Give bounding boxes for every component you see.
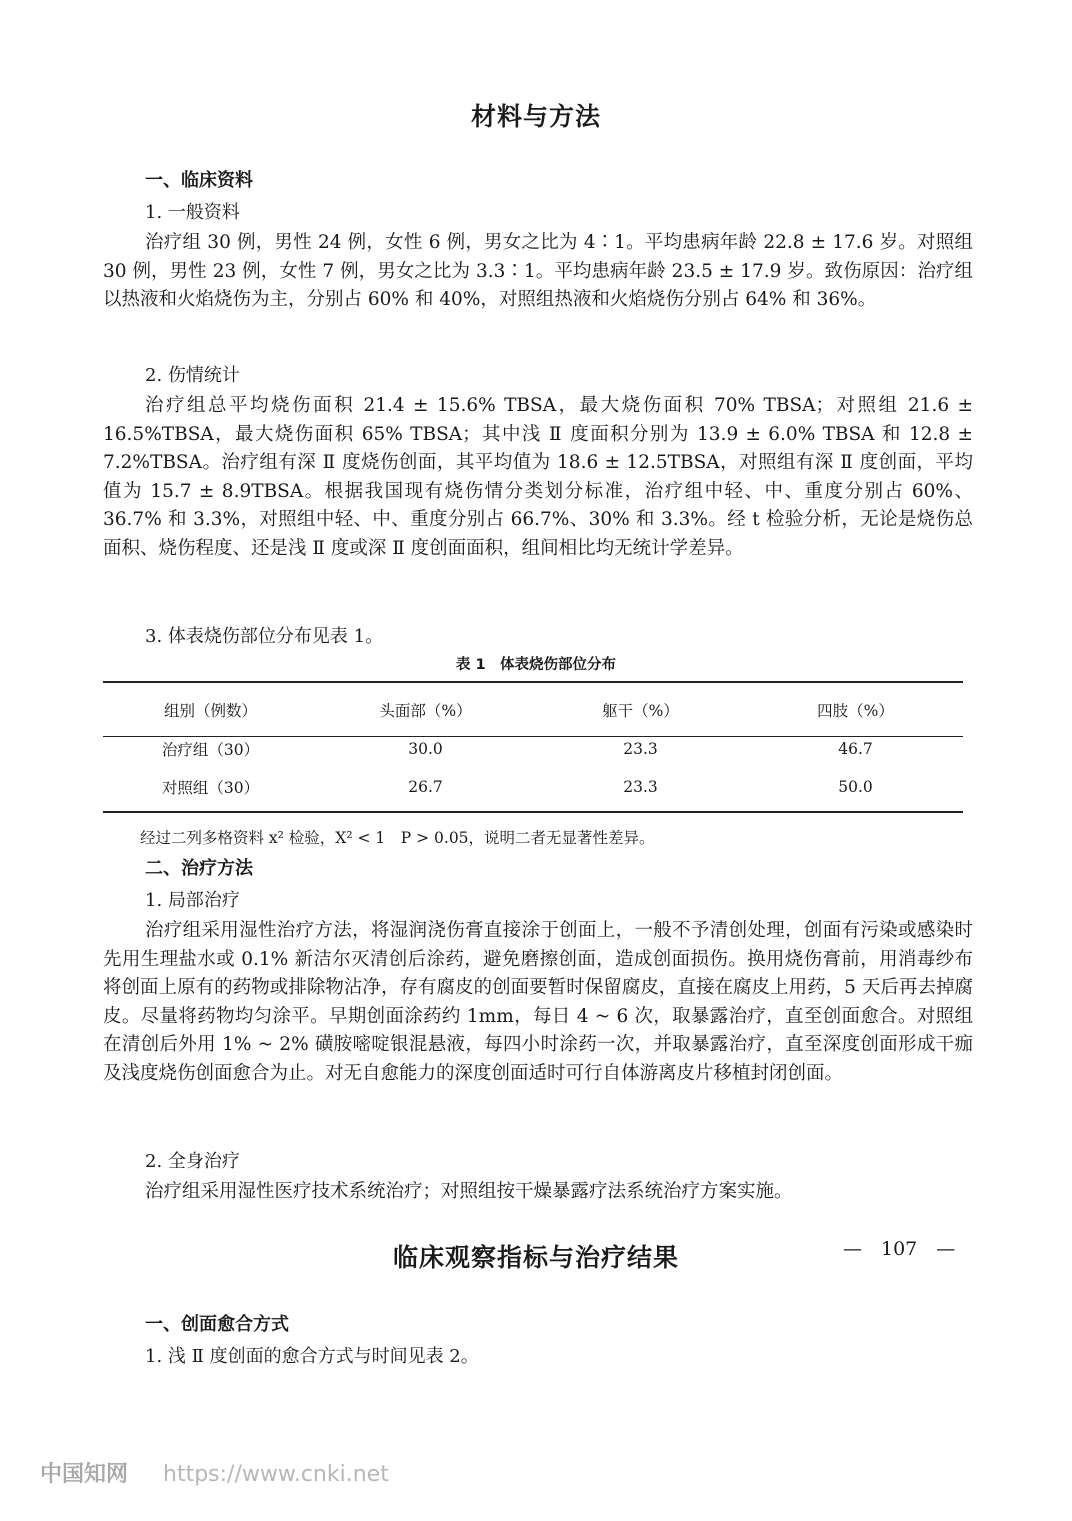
table-cell: 50.0 xyxy=(838,778,873,796)
heading-treatment-methods: 二、治疗方法 xyxy=(145,858,253,879)
heading-shallow-healing: 1. 浅 Ⅱ 度创面的愈合方式与时间见表 2。 xyxy=(145,1346,479,1367)
table1-header-cell: 头面部（%） xyxy=(379,702,472,720)
table-cell: 治疗组（30） xyxy=(161,741,260,759)
watermark xyxy=(40,1457,389,1488)
heading-wound-healing: 一、创面愈合方式 xyxy=(145,1314,289,1335)
heading-systemic-treatment: 2. 全身治疗 xyxy=(145,1151,240,1172)
table-row xyxy=(103,730,963,768)
table-row xyxy=(103,768,963,806)
table-cell: 30.0 xyxy=(408,740,443,758)
heading-local-treatment: 1. 局部治疗 xyxy=(145,890,240,911)
table1-header-cell: 躯干（%） xyxy=(602,702,679,720)
heading-clinical-data: 一、临床资料 xyxy=(145,170,253,191)
table1-header-cell: 组别（例数） xyxy=(163,702,257,720)
paragraph-injury-stats: 治疗组总平均烧伤面积 21.4 ± 15.6% TBSA，最大烧伤面积 70% TBSA；对照组 21.6 ± 16.5%TBSA，最大烧伤面积 65% TBSA；其中浅 Ⅱ 度面积分别为 13.9 ± 6.0% TBSA 和 12.8 ± 7.2%TBSA。治疗组有深 Ⅱ 度烧伤创面，其平均值为 18.6 ± 12.5TBSA，对照组有深 Ⅱ 度创面，平均值为 15.7 ± 8.9TBSA。根据我国现有烧伤情分类划分标准，治疗组中轻、中、重度分别占 60%、36.7% 和 3.3%，对照组中轻、中、重度分别占 66.7%、30% 和 3.3%。经 t 检验分析，无论是烧伤总面积、烧伤程度、还是浅 Ⅱ 度或深 Ⅱ 度创面面积，组间相比均无统计学差异。 xyxy=(103,395,973,559)
heading-injury-stats: 2. 伤情统计 xyxy=(145,365,240,386)
table-cell: 23.3 xyxy=(623,740,658,758)
heading-general-data: 1. 一般资料 xyxy=(145,202,240,223)
table1-header-cell: 四肢（%） xyxy=(817,702,894,720)
table1-note: 经过二列多格资料 x² 检验，X² < 1 P > 0.05，说明二者无显著性差异。 xyxy=(140,829,655,847)
section-title-results: 临床观察指标与治疗结果 xyxy=(392,1243,679,1272)
table-cell: 23.3 xyxy=(623,778,658,796)
table-cell: 对照组（30） xyxy=(161,779,260,797)
table1-bottom-rule xyxy=(103,811,963,813)
table1-header-row xyxy=(103,690,963,730)
paragraph-local-treatment: 治疗组采用湿性治疗方法，将湿润浇伤膏直接涂于创面上，一般不予清创处理，创面有污染或感染时先用生理盐水或 0.1% 新洁尔灭清创后涂药，避免磨擦创面，造成创面损伤。换用烧伤膏前，用消毒纱布将创面上原有的药物或排除物沾净，存有腐皮的创面要暂时保留腐皮，直接在腐皮上用药，5 天后再去掉腐皮。尽量将药物均匀涂平。早期创面涂药约 1mm，每日 4 ~ 6 次，取暴露治疗，直至创面愈合。对照组在清创后外用 1% ~ 2% 磺胺嘧啶银混悬液，每四小时涂药一次，并取暴露治疗，直至深度创面形成干痂及浅度烧伤创面愈合为止。对无自愈能力的深度创面适时可行自体游离皮片移植封闭创面。 xyxy=(103,920,973,1084)
table1-caption: 表 1 体表烧伤部位分布 xyxy=(455,657,617,673)
table1 xyxy=(103,690,963,806)
table1-top-rule xyxy=(103,681,963,683)
watermark-brand: 中国知网 xyxy=(40,1462,129,1487)
table-cell: 26.7 xyxy=(408,778,443,796)
table-cell: 46.7 xyxy=(838,740,873,758)
paragraph-general-data: 治疗组 30 例，男性 24 例，女性 6 例，男女之比为 4∶1。平均患病年龄 22.8 ± 17.6 岁。对照组 30 例，男性 23 例，女性 7 例，男女之比为 3.3∶1。平均患病年龄 23.5 ± 17.9 岁。致伤原因：治疗组以热液和火焰烧伤为主，分别占 60% 和 40%，对照组热液和火焰烧伤分别占 64% 和 36%。 xyxy=(103,232,973,310)
section-title-methods: 材料与方法 xyxy=(470,102,601,131)
heading-burn-distribution: 3. 体表烧伤部位分布见表 1。 xyxy=(145,626,384,647)
watermark-url: https://www.cnki.net xyxy=(163,1462,389,1487)
paragraph-systemic-treatment: 治疗组采用湿性医疗技术系统治疗；对照组按干燥暴露疗法系统治疗方案实施。 xyxy=(145,1181,793,1202)
page-number: — 107 — xyxy=(843,1238,956,1260)
